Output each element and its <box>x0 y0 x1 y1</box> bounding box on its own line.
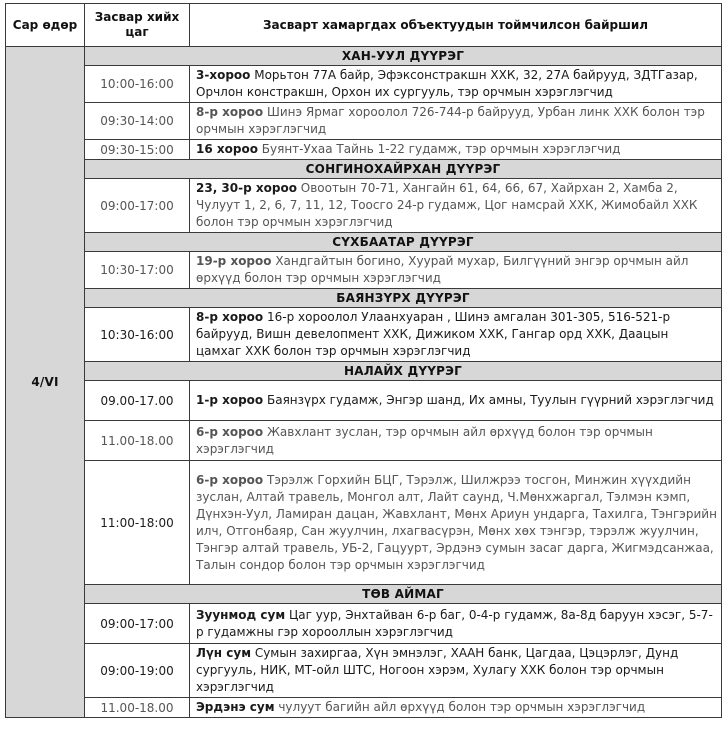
location-area: 19-р хороо <box>196 254 272 268</box>
district-row <box>6 362 722 381</box>
date-cell <box>6 47 85 718</box>
table-row <box>6 604 722 644</box>
time-cell: 11.00-18.00 <box>85 698 190 718</box>
location-details: Сумын захиргаа, Хүн эмнэлэг, ХААН банк, Цагдаа, Цэцэрлэг, Дунд сургууль, НИК, МТ-ойл ШТС, Ногоон хэрэм, Хулагу ХХК болон тэр орчмын хэрэглэгчид <box>196 646 679 694</box>
time-cell: 09:30-14:00 <box>85 103 190 140</box>
time-cell: 10:00-16:00 <box>85 66 190 103</box>
header-time-line1: Засвар хийх <box>94 10 180 24</box>
table-row <box>6 381 722 421</box>
location-cell <box>190 252 722 289</box>
location-area: 6-р хороо <box>196 472 264 487</box>
location-area: 1-р хороо <box>196 393 264 407</box>
location-area: 8-р хороо <box>196 310 264 324</box>
location-details: Хандгайтын богино, Хуурай мухар, Билгүүний энгэр орчмын айл өрхүүд болон тэр орчмын хэрэглэгчид <box>196 254 689 285</box>
location-details: Тэрэлж Горхийн БЦГ, Тэрэлж, Шилжрээ тосгон, Минжин хүүхдийн зуслан, Алтай травель, Монгол алт, Лайт саунд, Ч.Мөнхжаргал, Тэлмэн кэмп, Дүнхэн-Уул, Ламиран дацан, Жавхлант, Мөнх Ариун ундарга, Тахилга, Тэнгэрийн илч, Отгонбаяр, Сан жуулчин, лхагвасүрэн, Мөнх хөх тэнгэр, тэрэлж жуулчин, Тэнгэр алтай травель, УБ-2, Гацуурт, Эрдэнэ сумын засаг дарга, Жигмэдсанжаа, Талын сондор болон тэр орчмын хэрэглэгчид <box>196 472 717 572</box>
location-details: 16-р хороолол Улаанхуаран , Шинэ амгалан 301-305, 516-521-р байрууд, Вишн девелопмент ХХК, Дижиком ХХК, Гангар орд ХХК, Даацын цамхаг ХХК болон тэр орчмын хэрэглэгчид <box>196 310 671 358</box>
district-name: ХАН-УУЛ ДҮҮРЭГ <box>85 47 722 66</box>
location-cell <box>190 421 722 461</box>
time-cell: 11:00-18:00 <box>85 461 190 585</box>
table-row <box>6 644 722 698</box>
location-cell <box>190 308 722 362</box>
district-row <box>6 585 722 604</box>
location-cell <box>190 698 722 718</box>
location-area: 23, 30-р хороо <box>196 181 297 195</box>
location-details: Жавхлант зуслан, тэр орчмын айл өрхүүд болон тэр орчмын хэрэглэгчид <box>196 424 653 456</box>
district-name: СҮХБААТАР ДҮҮРЭГ <box>85 233 722 252</box>
table-row <box>6 308 722 362</box>
time-cell: 09.00-17.00 <box>85 381 190 421</box>
district-name: ТӨВ АЙМАГ <box>85 585 722 604</box>
location-details: Баянзүрх гудамж, Энгэр шанд, Их амны, Туулын гүүрний хэрэглэгчид <box>263 393 714 407</box>
time-cell: 09:00-17:00 <box>85 604 190 644</box>
table-row <box>6 252 722 289</box>
table-row <box>6 421 722 461</box>
location-details: Цаг уур, Энхтайван 6-р баг, 0-4-р гудамж, 8а-8д баруун хэсэг, 5-7-р гудамжны гэр хорооллын хэрэглэгчид <box>196 607 713 639</box>
location-area: Эрдэнэ сум <box>196 700 275 714</box>
location-area: 6-р хороо <box>196 424 264 439</box>
header-location: Засварт хамаргдах объектуудын тоймчилсон байршил <box>190 4 722 47</box>
district-row <box>6 289 722 308</box>
table-row <box>6 461 722 585</box>
time-cell: 10:30-17:00 <box>85 252 190 289</box>
location-details: чулуут багийн айл өрхүүд болон тэр орчмын хэрэглэгчид <box>274 700 646 714</box>
location-cell <box>190 644 722 698</box>
location-cell <box>190 140 722 160</box>
district-name: НАЛАЙХ ДҮҮРЭГ <box>85 362 722 381</box>
table-row <box>6 66 722 103</box>
table-row <box>6 103 722 140</box>
time-cell: 11.00-18.00 <box>85 421 190 461</box>
date-value: 4/VI <box>31 375 59 389</box>
location-cell <box>190 381 722 421</box>
location-area: Лүн сум <box>196 646 252 660</box>
header-date: Сар өдөр <box>6 4 85 47</box>
table-row <box>6 698 722 718</box>
location-area: 16 хороо <box>196 142 258 156</box>
table-row <box>6 179 722 233</box>
location-cell <box>190 604 722 644</box>
location-details: Буянт-Ухаа Тайнь 1-22 гудамж, тэр орчмын хэрэглэгчид <box>257 142 621 156</box>
header-time <box>85 4 190 47</box>
time-cell: 09:30-15:00 <box>85 140 190 160</box>
table-row <box>6 140 722 160</box>
district-row <box>6 233 722 252</box>
location-cell <box>190 66 722 103</box>
location-details: Овоотын 70-71, Хангайн 61, 64, 66, 67, Хайрхан 2, Хамба 2, Чулуут 1, 2, 6, 7, 11, 12, Тоосго 24-р гудамж, Цог намсрай ХХК, Жимобайл ХХК болон тэр орчмын хэрэглэгчид <box>196 181 698 229</box>
location-cell <box>190 461 722 585</box>
location-cell <box>190 103 722 140</box>
district-name: БАЯНЗҮРХ ДҮҮРЭГ <box>85 289 722 308</box>
district-row <box>6 47 722 66</box>
time-cell: 09:00-19:00 <box>85 644 190 698</box>
location-area: 8-р хороо <box>196 105 264 119</box>
location-details: Шинэ Ярмаг хороолол 726-744-р байрууд, Урбан линк ХХК болон тэр орчмын хэрэглэгчид <box>196 105 705 136</box>
location-cell <box>190 179 722 233</box>
location-details: Морьтон 77А байр, Эфэксонстракшн ХХК, 32, 27А байрууд, ЗДТГазар, Орчлон констракшн, Орхон их сургууль, тэр орчмын хэрэглэгчид <box>196 68 698 99</box>
location-area: Зуунмод сум <box>196 607 286 622</box>
repair-schedule-table <box>5 3 722 718</box>
district-row <box>6 160 722 179</box>
time-cell: 09:00-17:00 <box>85 179 190 233</box>
header-time-line2: цаг <box>125 25 149 39</box>
location-area: 3-хороо <box>196 68 251 82</box>
time-cell: 10:30-16:00 <box>85 308 190 362</box>
table-header-row <box>6 4 722 47</box>
district-name: СОНГИНОХАЙРХАН ДҮҮРЭГ <box>85 160 722 179</box>
